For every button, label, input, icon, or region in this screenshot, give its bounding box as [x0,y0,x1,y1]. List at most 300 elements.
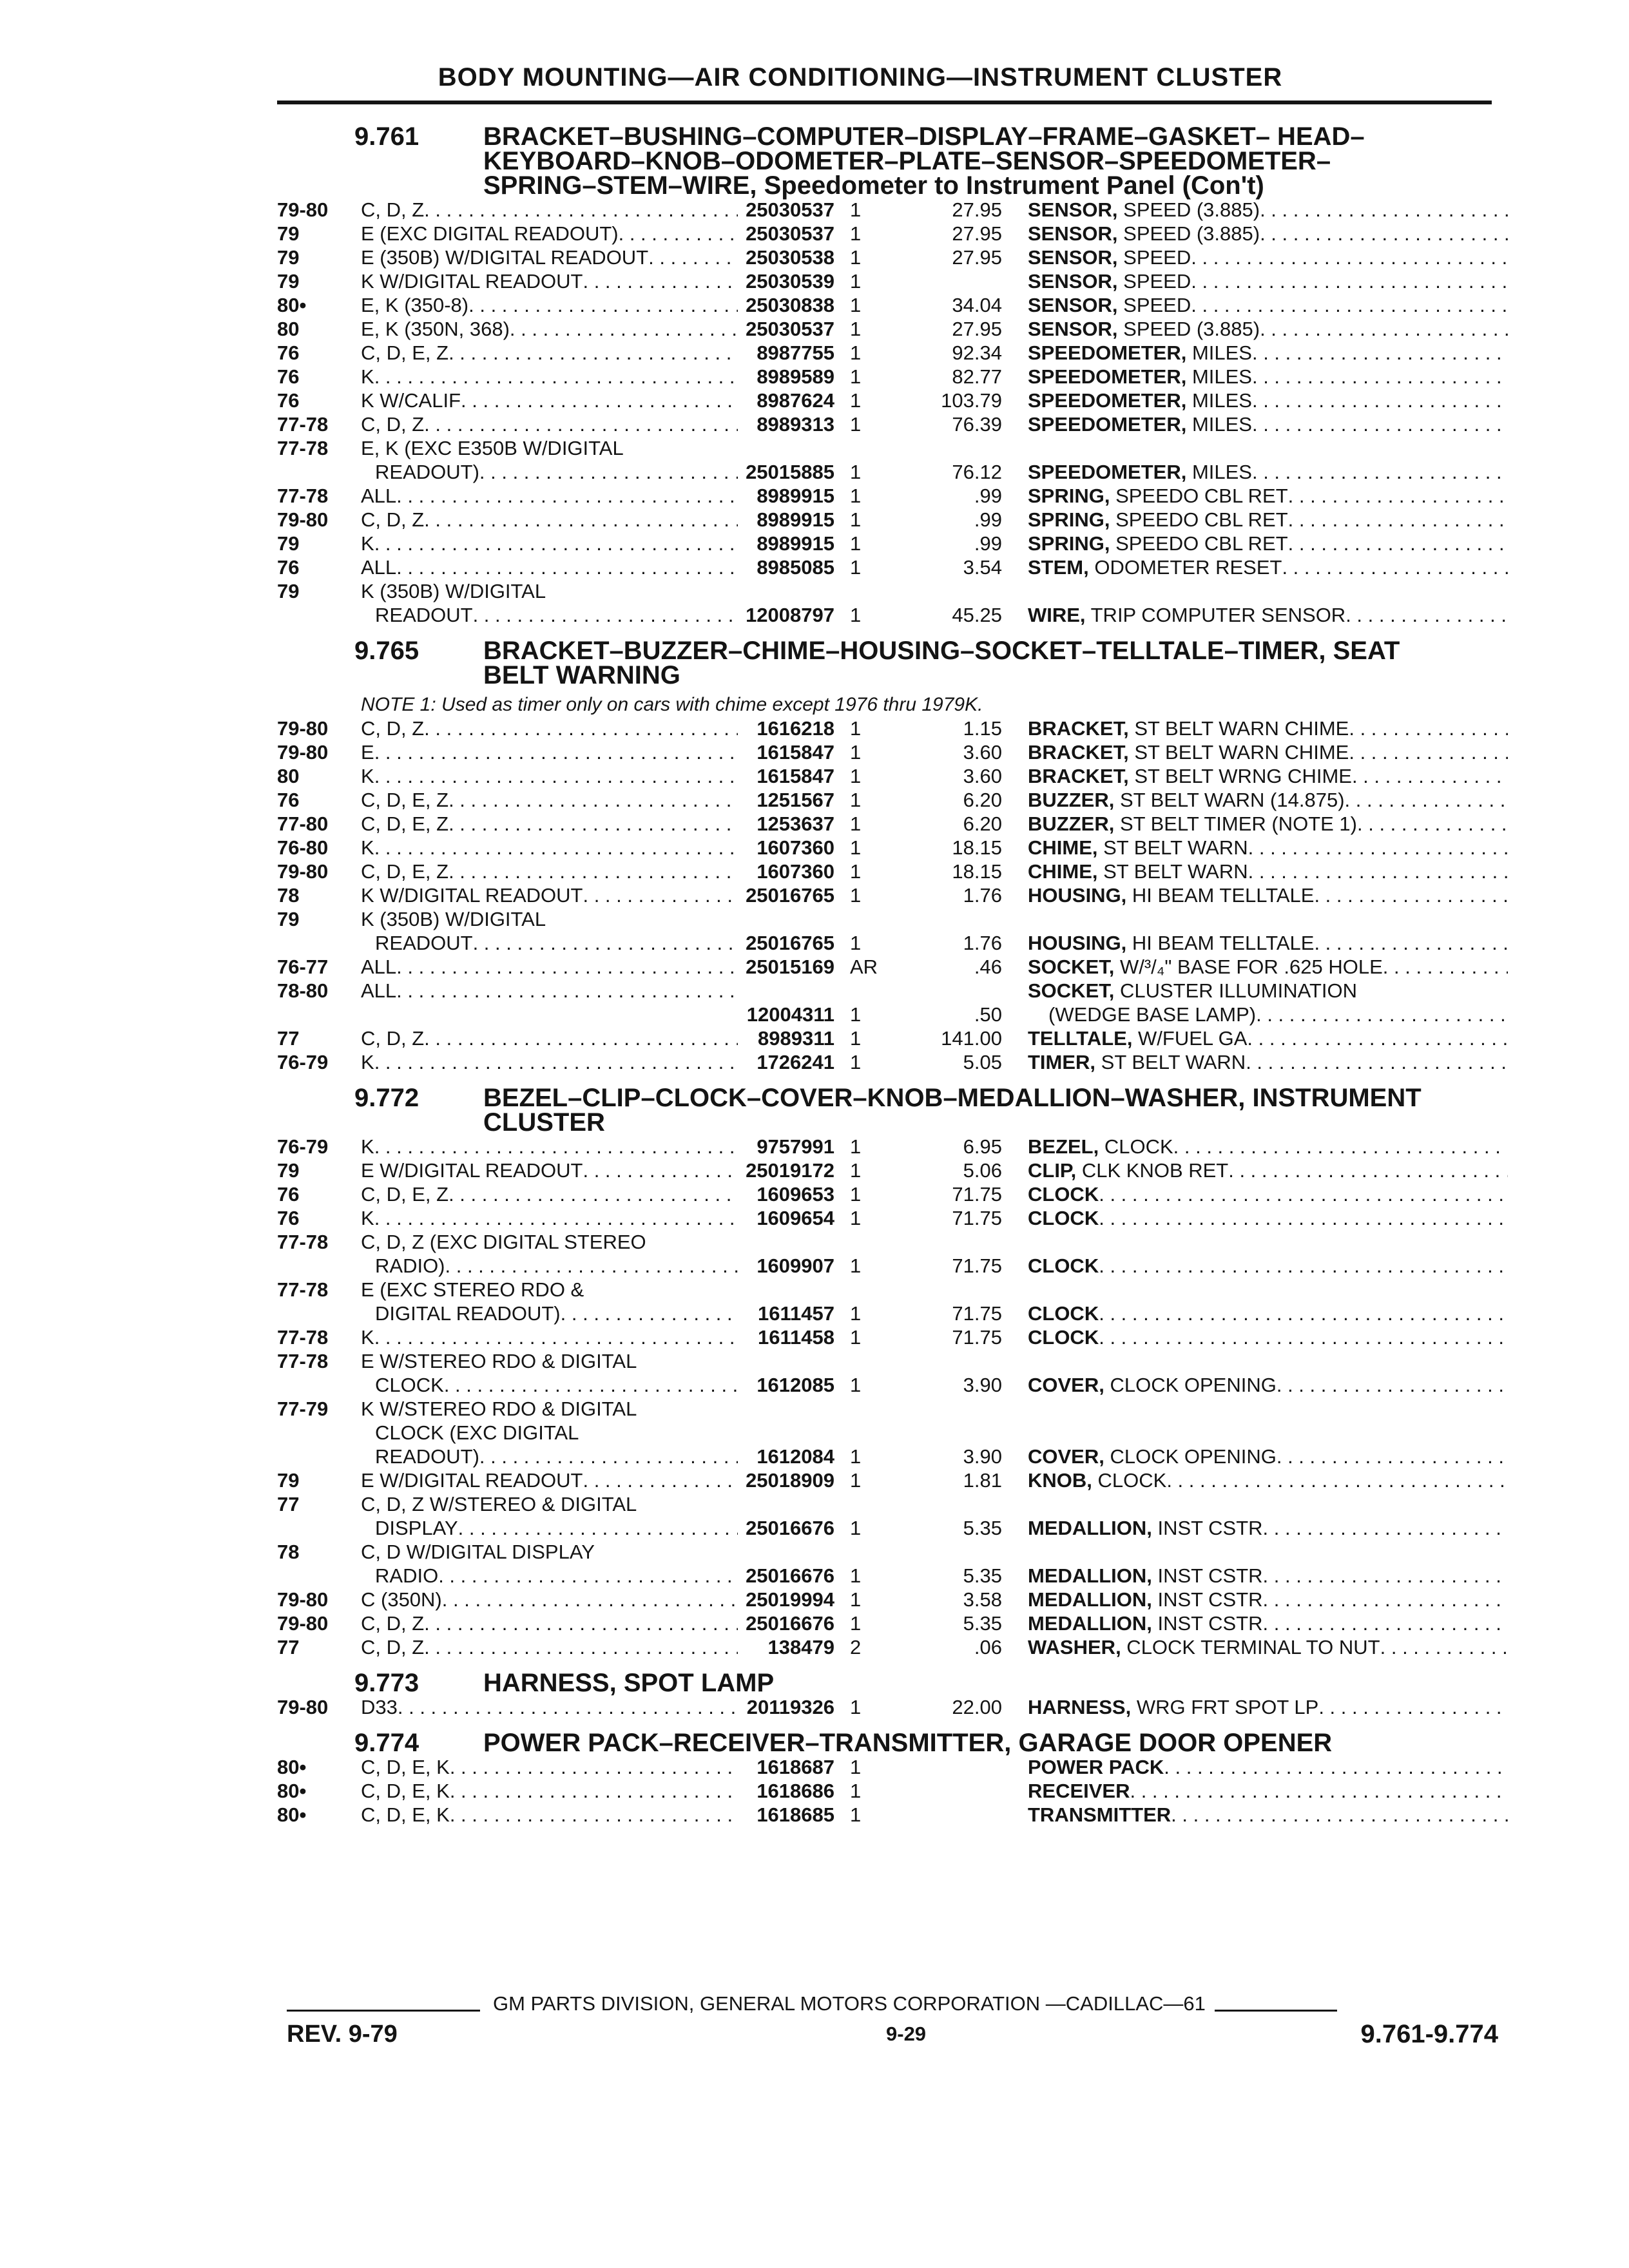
price: 27.95 [952,246,1002,269]
leader-dots [479,460,738,484]
model-year: 76-79 [277,1051,329,1073]
model-text: K [361,365,374,388]
model-year: 77-79 [277,1398,329,1420]
price: 71.75 [952,1254,1002,1277]
part-row [277,1325,1508,1349]
part-row [277,1182,1508,1206]
model-text: C, D, Z [361,508,425,531]
part-row [277,222,1508,245]
model-line [361,812,738,836]
part-number: 8989915 [757,508,834,531]
quantity: 1 [850,1696,862,1718]
leader-dots [1318,1695,1508,1719]
model-line [361,1611,738,1635]
description-line [1028,1050,1508,1074]
model-year: 79-80 [277,1588,329,1611]
model-application [361,1779,738,1803]
part-description [1028,603,1508,627]
part-number: 8987755 [757,341,834,364]
part-description [1028,293,1508,317]
part-description [1028,1588,1508,1611]
description-line [1028,788,1508,812]
model-line [361,1755,738,1779]
leader-dots [1314,883,1508,907]
part-description [1028,1755,1508,1779]
part-detail: INST CSTR [1152,1564,1263,1587]
quantity: 1 [850,1159,862,1182]
section-title-main: CLUSTER [483,1108,605,1137]
leader-dots [1248,836,1508,860]
leader-dots [424,1026,738,1050]
model-line [361,740,738,764]
leader-dots [1345,603,1508,627]
model-text: E W/DIGITAL READOUT [361,1469,583,1492]
price: 18.15 [952,836,1002,859]
header-rule [277,101,1492,104]
leader-dots [1099,1325,1508,1349]
quantity: 1 [850,1469,862,1492]
price: 92.34 [952,341,1002,364]
model-application [361,1050,738,1074]
description-line [1028,1468,1508,1492]
part-name: BRACKET, [1028,717,1129,740]
model-year: 80• [277,294,307,316]
model-year: 79-80 [277,198,329,221]
quantity: 1 [850,1207,862,1229]
description-line [1028,1135,1508,1158]
part-description [1028,484,1508,508]
quantity: 1 [850,1517,862,1539]
section-title-line: BRACKET–BUZZER–CHIME–HOUSING–SOCKET–TELLTALE–TIMER, SEAT [483,637,1400,665]
part-number: 25016676 [746,1564,834,1587]
part-row [277,317,1508,341]
leader-dots [583,1468,738,1492]
part-detail: HI BEAM TELLTALE [1126,884,1315,907]
leader-dots [1252,389,1508,412]
description-line [1028,883,1508,907]
part-row [277,1278,1508,1325]
part-name: POWER PACK [1028,1756,1164,1778]
model-text: K W/STEREO RDO & DIGITAL [361,1398,637,1420]
part-number: 25019172 [746,1159,834,1182]
part-name: SPRING, [1028,532,1110,555]
leader-dots [1263,1588,1508,1611]
part-row [277,1755,1508,1779]
model-application [361,222,738,245]
model-line [361,1492,738,1516]
part-detail: SPEEDO CBL RET [1110,485,1288,507]
part-number: 1612084 [757,1445,834,1468]
quantity: 1 [850,532,862,555]
description-line [1028,389,1508,412]
model-line [361,317,738,341]
part-row [277,245,1508,269]
model-text: D33 [361,1696,398,1718]
model-line [361,1230,738,1254]
quantity: 1 [850,1780,862,1802]
description-line [1028,245,1508,269]
part-number: 8987624 [757,389,834,412]
part-name: HOUSING, [1028,884,1127,907]
model-line [361,1254,738,1278]
leader-dots [374,365,738,389]
part-description [1028,836,1508,860]
part-name: WIRE, [1028,604,1086,626]
section-title [483,1671,1508,1695]
description-line [1028,1373,1508,1397]
section-header [277,639,1508,687]
model-text: E, K (350-8) [361,294,469,316]
quantity: 1 [850,341,862,364]
part-description [1028,788,1508,812]
quantity: 1 [850,741,862,764]
leader-dots [1263,1564,1508,1588]
part-detail: CLOCK TERMINAL TO NUT [1121,1636,1380,1658]
model-line [361,222,738,245]
leader-dots [1252,412,1508,436]
part-row [277,1026,1508,1050]
model-year: 78 [277,1541,300,1563]
part-description [1028,860,1508,883]
quantity: 1 [850,270,862,293]
part-row [277,1635,1508,1659]
model-application [361,436,738,484]
part-name: CHIME, [1028,860,1098,883]
part-row [277,1206,1508,1230]
model-line [361,508,738,532]
model-text: C, D, Z W/STEREO & DIGITAL [361,1493,637,1515]
model-application [361,389,738,412]
part-row [277,436,1508,484]
part-name: SENSOR, [1028,270,1118,293]
quantity: 1 [850,1588,862,1611]
model-year: 77-78 [277,1326,329,1349]
part-detail: CLOCK OPENING [1104,1374,1277,1396]
page-header: BODY MOUNTING—AIR CONDITIONING—INSTRUMENT CLUSTER [438,63,1283,91]
leader-dots [1099,1302,1508,1325]
part-description [1028,1564,1508,1588]
leader-dots [396,555,738,579]
part-description [1028,812,1508,836]
model-year: 77-78 [277,437,329,459]
part-name: TIMER, [1028,1051,1096,1073]
description-line [1028,1755,1508,1779]
part-name: CLOCK [1028,1183,1099,1206]
part-number: 1251567 [757,789,834,811]
part-name: CLIP, [1028,1159,1077,1182]
model-line [361,198,738,222]
part-number: 1618687 [757,1756,834,1778]
model-line [361,883,738,907]
leader-dots [1383,955,1508,979]
model-year: 79 [277,222,300,245]
part-row [277,293,1508,317]
model-text: CLOCK (EXC DIGITAL [375,1421,579,1444]
part-detail: SPEED [1117,270,1191,293]
part-name: BEZEL, [1028,1135,1099,1158]
part-detail: INST CSTR [1152,1517,1263,1539]
part-name: SENSOR, [1028,246,1118,269]
model-line [361,1779,738,1803]
part-detail: W/³/₄" BASE FOR .625 HOLE [1114,956,1383,978]
price: 6.95 [963,1135,1002,1158]
part-description [1028,555,1508,579]
leader-dots [448,788,738,812]
model-year: 79-80 [277,1612,329,1635]
part-row [277,412,1508,436]
leader-dots [1246,1050,1508,1074]
model-application [361,1349,738,1397]
part-detail: ST BELT WARN [1097,860,1248,883]
part-name: BRACKET, [1028,765,1129,787]
model-text: K W/DIGITAL READOUT [361,884,583,907]
description-line [1028,1026,1508,1050]
model-text: E (EXC STEREO RDO & [361,1278,584,1301]
section-note: NOTE 1: Used as timer only on cars with chime except 1976 thru 1979K. [361,694,983,715]
price: 5.06 [963,1159,1002,1182]
model-line [361,1182,738,1206]
quantity: 1 [850,1302,862,1325]
part-row [277,788,1508,812]
part-detail: ST BELT TIMER (NOTE 1) [1114,812,1357,835]
section-title-line [483,663,1508,687]
model-text: C, D, E, Z [361,860,449,883]
part-detail: SPEEDO CBL RET [1110,508,1288,531]
leader-dots [424,1635,738,1659]
description-line [1028,1003,1508,1026]
part-name: BRACKET, [1028,741,1129,764]
part-number: 25030537 [746,198,834,221]
leader-dots [448,1182,738,1206]
description-line [1028,931,1508,955]
leader-dots [396,955,738,979]
model-line [361,1135,738,1158]
part-name: SPRING, [1028,485,1110,507]
model-year: 76 [277,365,300,388]
quantity: 1 [850,389,862,412]
leader-dots [1191,293,1508,317]
price: 3.90 [963,1445,1002,1468]
part-number: 1612085 [757,1374,834,1396]
model-year: 79 [277,532,300,555]
part-description [1028,1445,1508,1468]
section-title-main: HARNESS, SPOT LAMP [483,1669,775,1697]
part-name: RECEIVER [1028,1780,1130,1802]
part-name: MEDALLION, [1028,1564,1152,1587]
part-name: SENSOR, [1028,318,1118,340]
description-line [1028,812,1508,836]
part-row [277,907,1508,955]
part-row [277,812,1508,836]
model-year: 76 [277,1183,300,1206]
part-row [277,389,1508,412]
model-year: 77 [277,1027,300,1050]
part-name: SPEEDOMETER, [1028,461,1187,483]
model-line [361,1373,738,1397]
quantity: 1 [850,1445,862,1468]
model-application [361,1695,738,1719]
description-line [1028,1635,1508,1659]
description-line [1028,1516,1508,1540]
part-row [277,555,1508,579]
quantity: 1 [850,1003,862,1026]
section-title-tail: Speedometer to Instrument Panel (Con't) [757,171,1264,200]
part-detail: ST BELT WRNG CHIME [1128,765,1352,787]
model-text: C, D, E, K [361,1803,450,1826]
description-line [1028,979,1508,1003]
part-number: 25030537 [746,318,834,340]
part-row [277,579,1508,627]
model-application [361,1278,738,1325]
part-name: COVER, [1028,1374,1104,1396]
part-number: 1607360 [757,836,834,859]
model-line [361,603,738,627]
part-name: SPEEDOMETER, [1028,341,1187,364]
leader-dots [374,532,738,555]
part-row [277,836,1508,860]
model-year: 76 [277,389,300,412]
part-name: BUZZER, [1028,812,1115,835]
leader-dots [583,883,738,907]
price: .99 [974,508,1002,531]
leader-dots [461,389,738,412]
footer-division: GM PARTS DIVISION, GENERAL MOTORS CORPORATION —CADILLAC—61 [493,1992,1206,2015]
quantity: 1 [850,812,862,835]
part-number: 1609907 [757,1254,834,1277]
price: 18.15 [952,860,1002,883]
quantity: 1 [850,246,862,269]
part-description [1028,460,1508,484]
part-name: SPRING, [1028,508,1110,531]
price: 103.79 [941,389,1002,412]
leader-dots [424,198,738,222]
part-row [277,1588,1508,1611]
price: 6.20 [963,789,1002,811]
quantity: 1 [850,508,862,531]
section-title-line: BEZEL–CLIP–CLOCK–COVER–KNOB–MEDALLION–WASHER, INSTRUMENT [483,1084,1422,1112]
model-application [361,508,738,532]
model-line [361,1540,738,1564]
model-line [361,1695,738,1719]
quantity: 1 [850,1135,862,1158]
leader-dots [1256,1003,1508,1026]
model-year: 76 [277,341,300,364]
part-number: 25016765 [746,932,834,954]
part-row [277,716,1508,740]
description-line [1028,222,1508,245]
part-detail-continued: (WEDGE BASE LAMP) [1048,1003,1257,1026]
footer-rule-left [287,2010,480,2012]
leader-dots [1277,1373,1508,1397]
part-description [1028,1516,1508,1540]
quantity: 1 [850,485,862,507]
part-description [1028,1254,1508,1278]
model-text: K [361,765,374,787]
model-year: 76-79 [277,1135,329,1158]
part-number: 9757991 [757,1135,834,1158]
leader-dots [445,1254,738,1278]
part-row [277,1540,1508,1588]
part-description [1028,508,1508,532]
model-line [361,931,738,955]
description-line [1028,1564,1508,1588]
model-line [361,1325,738,1349]
section-range: 9.761-9.774 [1360,2020,1498,2048]
model-text: C, D, Z [361,1612,425,1635]
price: 76.12 [952,461,1002,483]
model-year: 79-80 [277,1696,329,1718]
part-detail: CLUSTER ILLUMINATION [1114,979,1358,1002]
model-application [361,1540,738,1588]
section-number: 9.773 [354,1669,419,1697]
part-row [277,979,1508,1026]
leader-dots [1260,222,1508,245]
model-text: C, D, Z (EXC DIGITAL STEREO [361,1231,646,1253]
part-description [1028,1158,1508,1182]
price: 5.35 [963,1517,1002,1539]
model-year: 79 [277,270,300,293]
section-title [483,1731,1508,1755]
part-description [1028,222,1508,245]
section-number: 9.761 [354,122,419,151]
part-row [277,1611,1508,1635]
page-number: 9-29 [886,2023,927,2045]
part-number: 25030539 [746,270,834,293]
part-detail: SPEED (3.885) [1117,222,1260,245]
price: 71.75 [952,1183,1002,1206]
leader-dots [444,1373,738,1397]
part-number: 1618685 [757,1803,834,1826]
model-year: 79-80 [277,860,329,883]
part-row [277,1230,1508,1278]
description-line [1028,460,1508,484]
part-name: SOCKET, [1028,979,1115,1002]
description-line [1028,1588,1508,1611]
quantity: 1 [850,1254,862,1277]
leader-dots [374,764,738,788]
part-detail: SPEED (3.885) [1117,198,1260,221]
section-number: 9.774 [354,1729,419,1757]
part-number: 138479 [767,1636,834,1658]
model-year: 79-80 [277,741,329,764]
part-number: 8989915 [757,532,834,555]
price: 3.60 [963,765,1002,787]
price: .50 [974,1003,1002,1026]
part-name: MEDALLION, [1028,1612,1152,1635]
model-year: 77-78 [277,485,329,507]
model-text: C, D, Z [361,1636,425,1658]
part-name: SENSOR, [1028,222,1118,245]
price: 71.75 [952,1326,1002,1349]
description-line [1028,1182,1508,1206]
description-line [1028,198,1508,222]
model-text: CLOCK [375,1374,444,1396]
model-application [361,1325,738,1349]
model-text: K W/CALIF [361,389,461,412]
model-line [361,1468,738,1492]
price: 1.15 [963,717,1002,740]
model-text: C, D, Z [361,198,425,221]
model-year: 76 [277,556,300,579]
part-name: CLOCK [1028,1207,1099,1229]
model-application [361,764,738,788]
part-number: 25016676 [746,1612,834,1635]
part-row [277,860,1508,883]
leader-dots [473,931,738,955]
part-detail: MILES [1186,413,1252,436]
part-description [1028,532,1508,555]
quantity: 1 [850,765,862,787]
